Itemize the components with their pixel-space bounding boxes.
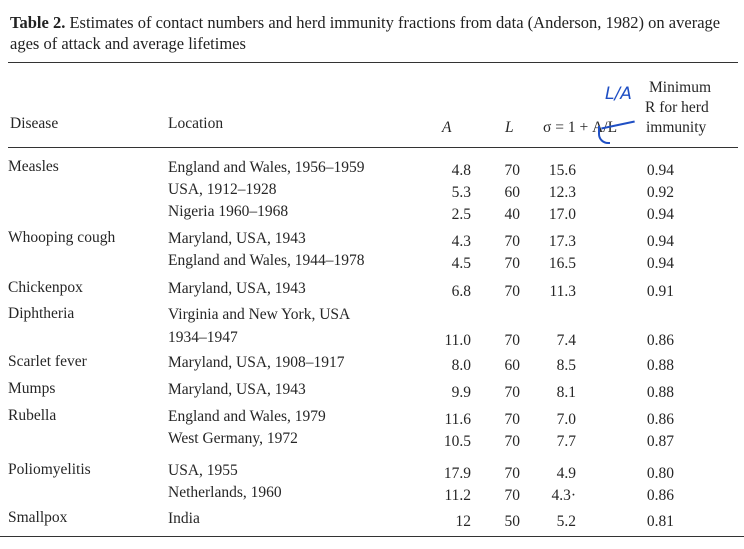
bottom-rule (0, 536, 744, 537)
cell-sigma: 5.2 (556, 513, 576, 530)
cell-location: Maryland, USA, 1908–1917 (168, 354, 345, 371)
cell-a: 8.0 (451, 357, 471, 374)
cell-r: 0.86 (646, 411, 674, 428)
cell-l: 70 (504, 233, 520, 250)
cell-l: 70 (504, 283, 520, 300)
cell-a: 6.8 (451, 283, 471, 300)
cell-location: Maryland, USA, 1943 (168, 230, 306, 247)
cell-sigma: 7.4 (556, 332, 576, 349)
cell-disease: Chickenpox (8, 279, 83, 296)
cell-disease: Mumps (8, 380, 56, 397)
cell-location: USA, 1912–1928 (168, 181, 277, 198)
cell-l: 60 (504, 184, 520, 201)
cell-sigma: 7.7 (556, 433, 576, 450)
cell-sigma: 11.3 (549, 283, 576, 300)
cell-l: 60 (504, 357, 520, 374)
cell-r: 0.86 (646, 487, 674, 504)
table-caption (10, 12, 738, 54)
cell-sigma: 7.0 (556, 411, 576, 428)
cell-l: 70 (504, 487, 520, 504)
cell-l: 70 (504, 465, 520, 482)
cell-location: England and Wales, 1956–1959 (168, 159, 365, 176)
cell-r: 0.87 (646, 433, 674, 450)
handwritten-curl (598, 126, 610, 144)
cell-a: 5.3 (451, 184, 471, 201)
cell-r: 0.94 (646, 255, 674, 272)
cell-l: 70 (504, 384, 520, 401)
cell-sigma: 8.1 (556, 384, 576, 401)
cell-location: Nigeria 1960–1968 (168, 203, 289, 220)
cell-l: 70 (504, 162, 520, 179)
cell-r: 0.88 (646, 357, 674, 374)
cell-l: 40 (504, 206, 520, 223)
cell-r: 0.80 (646, 465, 674, 482)
cell-sigma: 15.6 (548, 162, 576, 179)
cell-sigma: 4.9 (556, 465, 576, 482)
cell-location: England and Wales, 1979 (168, 408, 326, 425)
cell-l: 70 (504, 332, 520, 349)
cell-location: India (168, 510, 200, 527)
cell-r: 0.92 (646, 184, 674, 201)
cell-location: Virginia and New York, USA (168, 306, 351, 323)
cell-location: Netherlands, 1960 (168, 484, 282, 501)
cell-a: 10.5 (443, 433, 471, 450)
cell-r: 0.94 (646, 206, 674, 223)
cell-disease: Whooping cough (8, 229, 116, 246)
cell-disease: Scarlet fever (8, 353, 87, 370)
cell-a: 17.9 (443, 465, 471, 482)
cell-location: 1934–1947 (168, 329, 238, 346)
header-location: Location (168, 115, 224, 132)
cell-sigma: 16.5 (548, 255, 576, 272)
cell-location: Maryland, USA, 1943 (168, 381, 306, 398)
cell-disease: Diphtheria (8, 305, 75, 322)
cell-a: 4.5 (451, 255, 471, 272)
cell-r: 0.81 (646, 513, 674, 530)
cell-r: 0.86 (646, 332, 674, 349)
header-disease: Disease (10, 115, 59, 132)
cell-disease: Poliomyelitis (8, 461, 91, 478)
cell-r: 0.91 (646, 283, 674, 300)
cell-sigma: 12.3 (548, 184, 576, 201)
cell-sigma: 17.0 (548, 206, 576, 223)
table-label: Table 2. (10, 13, 66, 32)
cell-disease: Rubella (8, 407, 57, 424)
cell-r: 0.94 (646, 162, 674, 179)
cell-a: 11.2 (444, 487, 471, 504)
header-min-line1: Minimum (649, 79, 712, 96)
cell-l: 70 (504, 255, 520, 272)
header-min-line3: immunity (646, 119, 707, 136)
cell-a: 11.6 (444, 411, 471, 428)
cell-r: 0.94 (646, 233, 674, 250)
header-min-line2: R for herd (645, 99, 709, 116)
cell-a: 9.9 (451, 384, 471, 401)
cell-l: 70 (504, 411, 520, 428)
cell-disease: Smallpox (8, 509, 68, 526)
cell-sigma: 17.3 (548, 233, 576, 250)
cell-a: 11.0 (444, 332, 471, 349)
cell-sigma: 8.5 (556, 357, 576, 374)
header-rule (8, 147, 738, 148)
cell-l: 50 (504, 513, 520, 530)
cell-a: 4.3 (451, 233, 471, 250)
cell-location: West Germany, 1972 (168, 430, 298, 447)
cell-location: England and Wales, 1944–1978 (168, 252, 365, 269)
cell-disease: Measles (8, 158, 59, 175)
table-caption-text: Estimates of contact numbers and herd immunity fractions from data (Anderson, 1982) on average ages of attack and average lifetimes (10, 13, 721, 53)
cell-location: USA, 1955 (168, 462, 238, 479)
top-rule (8, 62, 738, 63)
cell-a: 12 (455, 513, 471, 530)
handwritten-annotation: L/A (605, 84, 632, 104)
cell-a: 4.8 (451, 162, 471, 179)
cell-sigma: 4.3· (551, 487, 576, 504)
header-sigma: σ = 1 + A/L (543, 119, 618, 136)
header-l: L (505, 119, 514, 136)
cell-r: 0.88 (646, 384, 674, 401)
cell-a: 2.5 (451, 206, 471, 223)
header-a: A (442, 119, 452, 136)
cell-location: Maryland, USA, 1943 (168, 280, 306, 297)
cell-l: 70 (504, 433, 520, 450)
